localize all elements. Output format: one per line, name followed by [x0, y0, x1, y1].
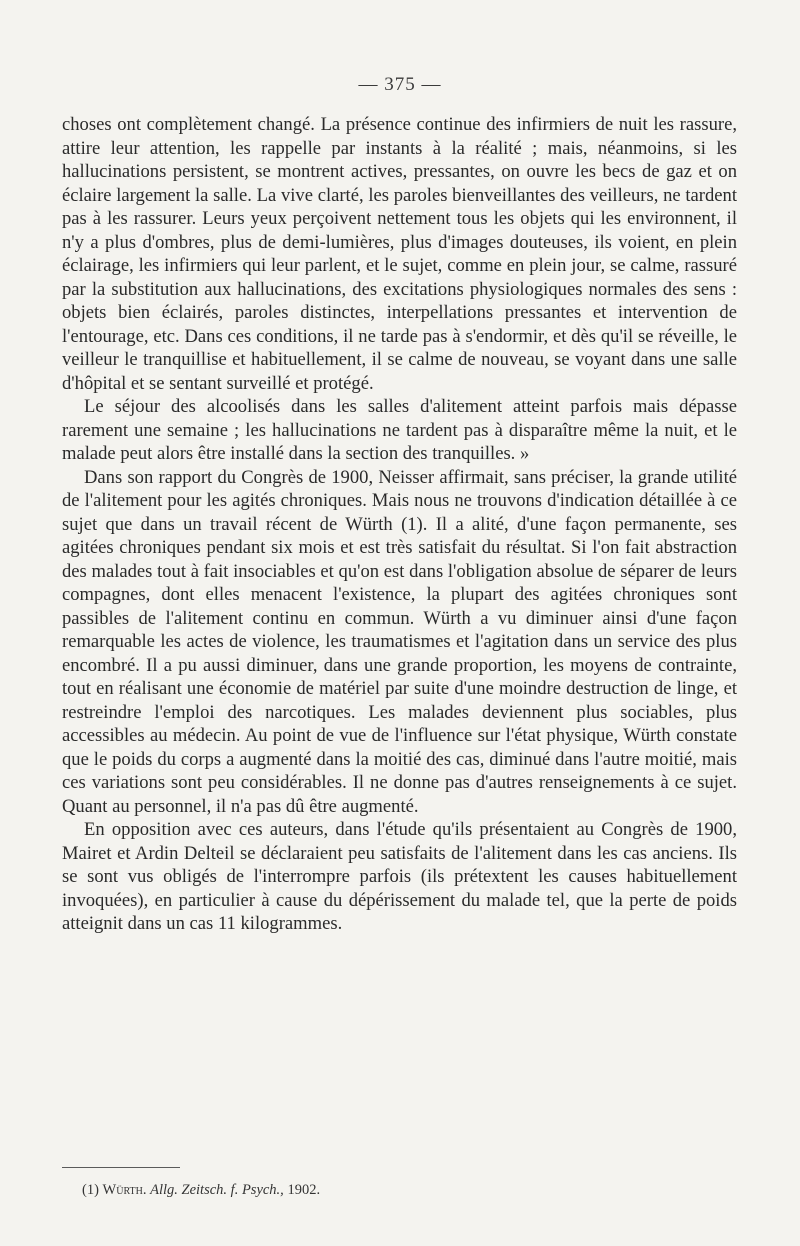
- footnote-year: 1902.: [287, 1182, 321, 1198]
- paragraph: Dans son rapport du Congrès de 1900, Neisser affirmait, sans préciser, la grande utilité de l'alitement pour les agités chroniques. Mais nous ne trouvons d'indication détaillée à ce sujet que dans un travail récent de Würth (1). Il a alité, d'une façon permanente, ses agitées chroniques pendant six mois et est très satisfait du résultat. Si l'on fait abstraction des malades tout à fait insociables et qu'on est dans l'obligation absolue de séparer de leurs compagnes, dont elles menacent l'existence, la plupart des agitées chroniques sont passibles de l'alitement continu en commun. Würth a vu diminuer ainsi d'une façon remarquable les actes de violence, les traumatismes et l'agitation dans un service des plus encombré. Il a pu aussi diminuer, dans une grande proportion, les moyens de contrainte, tout en réalisant une économie de matériel par suite d'une moindre destruction de linge, et restreindre l'emploi des narcotiques. Les malades deviennent plus sociables, plus accessibles au médecin. Au point de vue de l'influence sur l'état physique, Würth constate que le poids du corps a augmenté dans la moitié des cas, diminué dans l'autre moitié, mais ces variations sont peu considérables. Il ne donne pas d'autres renseignements à ce sujet. Quant au personnel, il n'a pas dû être augmenté.: [62, 466, 737, 817]
- footnote: [82, 1182, 320, 1199]
- footnote-marker: (1): [82, 1182, 99, 1198]
- paragraph: En opposition avec ces auteurs, dans l'étude qu'ils présentaient au Congrès de 1900, Mairet et Ardin Delteil se déclaraient peu satisfaits de l'alitement dans les cas anciens. Ils se sont vus obligés de l'interrompre parfois (ils prétextent les causes habituellement invoquées), en particulier à cause du dépérissement du malade tel, que la perte de poids atteignit dans un cas 11 kilogrammes.: [62, 819, 737, 934]
- page-number: — 375 —: [358, 74, 442, 95]
- paragraph: Le séjour des alcoolisés dans les salles d'alitement atteint parfois mais dépasse rarement une semaine ; les hallucinations ne tardent pas à disparaître même la nuit, et le malade peut alors être installé dans la section des tranquilles. »: [62, 396, 737, 464]
- footnote-divider: [62, 1167, 180, 1168]
- footnote-author: Würth.: [102, 1182, 147, 1198]
- body-text: [62, 113, 737, 936]
- footnote-journal: Allg. Zeitsch. f. Psych.,: [150, 1182, 284, 1198]
- paragraph: choses ont complètement changé. La présence continue des infirmiers de nuit les rassure, attire leur attention, les rappelle par instants à la réalité ; mais, néanmoins, si les hallucinations persistent, se montrent actives, pressantes, on ouvre les becs de gaz et on éclaire largement la salle. La vive clarté, les paroles bienveillantes des veilleurs, ne tardent pas à les rassurer. Leurs yeux perçoivent nettement tous les objets qui les environnent, il n'y a plus d'ombres, plus de demi-lumières, plus d'images douteuses, ils voient, en plein éclairage, les infirmiers qui leur parlent, et le sujet, comme en plein jour, se calme, rassuré par la substitution aux hallucinations, des excitations physiologiques normales des sens : objets bien éclairés, paroles distinctes, interpellations pressantes et intervention de l'entourage, etc. Dans ces conditions, il ne tarde pas à s'endormir, et dès qu'il se réveille, le veilleur le tranquillise et habituellement, il se calme de nouveau, se voyant dans une salle d'hôpital et se sentant surveillé et protégé.: [62, 114, 737, 394]
